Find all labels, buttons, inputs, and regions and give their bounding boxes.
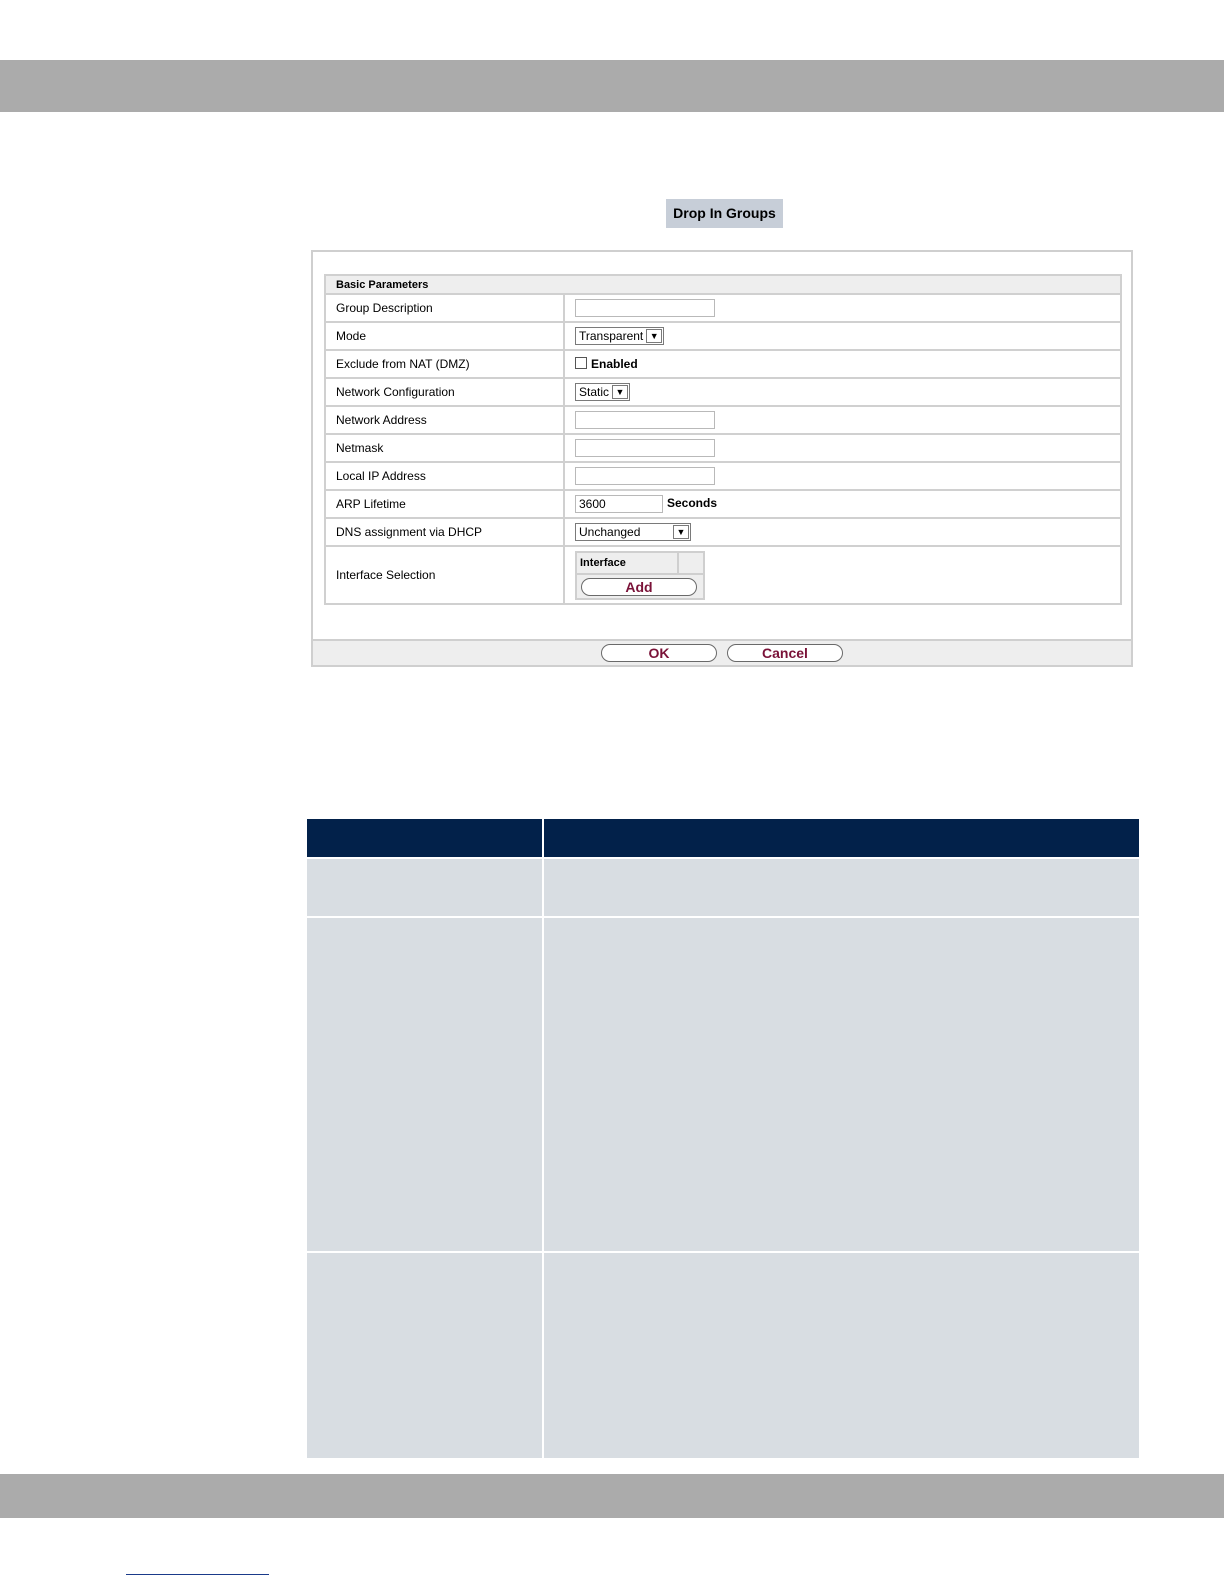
network-configuration-select-value: Static — [579, 385, 610, 399]
arp-lifetime-unit: Seconds — [667, 496, 718, 511]
arp-lifetime-input[interactable] — [575, 495, 663, 513]
mode-select[interactable] — [575, 327, 664, 345]
description-table — [307, 819, 1139, 1458]
row-netmask — [325, 434, 1121, 462]
dns-assignment-select[interactable] — [575, 523, 691, 541]
table-row — [307, 858, 1139, 917]
network-address-input[interactable] — [575, 411, 715, 429]
cancel-button[interactable]: Cancel — [727, 644, 843, 662]
dns-assignment-label: DNS assignment via DHCP — [325, 518, 564, 546]
row-network-address — [325, 406, 1121, 434]
exclude-nat-label: Exclude from NAT (DMZ) — [325, 350, 564, 378]
network-address-label: Network Address — [325, 406, 564, 434]
description-table-header — [307, 819, 1139, 858]
interface-list — [575, 551, 705, 600]
chevron-down-icon[interactable]: ▼ — [646, 329, 662, 343]
arp-lifetime-label: ARP Lifetime — [325, 490, 564, 518]
row-exclude-nat — [325, 350, 1121, 378]
footer-rule — [126, 1574, 269, 1575]
interface-column-header: Interface — [577, 553, 679, 573]
row-interface-selection — [325, 546, 1121, 604]
top-bar — [0, 60, 1224, 112]
ok-button[interactable]: OK — [601, 644, 717, 662]
table-row — [307, 917, 1139, 1252]
bottom-bar — [0, 1474, 1224, 1518]
group-description-label: Group Description — [325, 294, 564, 322]
row-group-description — [325, 294, 1121, 322]
chevron-down-icon[interactable]: ▼ — [673, 525, 689, 539]
exclude-nat-checkbox-label: Enabled — [591, 357, 638, 371]
local-ip-input[interactable] — [575, 467, 715, 485]
basic-parameters-table — [324, 274, 1122, 605]
settings-panel — [311, 250, 1133, 667]
chevron-down-icon[interactable]: ▼ — [612, 385, 628, 399]
exclude-nat-checkbox[interactable] — [575, 357, 587, 369]
network-configuration-label: Network Configuration — [325, 378, 564, 406]
mode-label: Mode — [325, 322, 564, 350]
page-title: Drop In Groups — [666, 199, 783, 228]
row-mode — [325, 322, 1121, 350]
button-bar — [313, 639, 1131, 665]
table-row — [307, 1252, 1139, 1458]
interface-selection-label: Interface Selection — [325, 546, 564, 604]
group-description-input[interactable] — [575, 299, 715, 317]
row-network-configuration — [325, 378, 1121, 406]
row-local-ip — [325, 462, 1121, 490]
netmask-label: Netmask — [325, 434, 564, 462]
add-interface-button[interactable]: Add — [581, 578, 697, 596]
mode-select-value: Transparent — [579, 329, 644, 343]
netmask-input[interactable] — [575, 439, 715, 457]
dns-assignment-select-value: Unchanged — [579, 525, 641, 539]
network-configuration-select[interactable] — [575, 383, 630, 401]
local-ip-label: Local IP Address — [325, 462, 564, 490]
row-dns-assignment — [325, 518, 1121, 546]
section-title: Basic Parameters — [325, 275, 1121, 294]
row-arp-lifetime — [325, 490, 1121, 518]
